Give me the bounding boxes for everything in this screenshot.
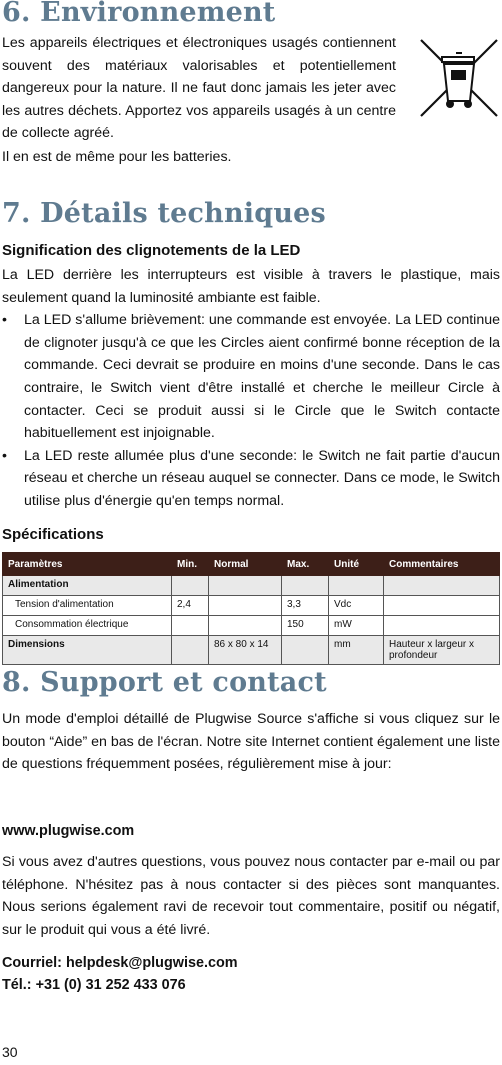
phone-contact: Tél.: +31 (0) 31 252 433 076 xyxy=(2,977,186,993)
specifications-subheading: Spécifications xyxy=(2,526,104,543)
table-cell xyxy=(209,596,282,616)
table-cell: 3,3 xyxy=(282,596,329,616)
table-row xyxy=(3,636,500,665)
table-group-row xyxy=(3,576,500,596)
table-cell: Vdc xyxy=(329,596,384,616)
section-6-heading: 6. Environnement xyxy=(2,0,276,28)
bullet-text: La LED s'allume brièvement: une commande est envoyée. La LED continue de clignoter jusqu'à ce que les Circles aient confirmé bonne réception de la commande. Ceci devrait se produire en moins d'une seconde. Dans le cas contraire, le Switch vient d'être installé et cherche le meilleur Circle à contacter. Ceci se produit aussi si le Circle que le Switch contacte habituellement est injoignable. xyxy=(24,312,500,442)
specifications-table xyxy=(2,552,500,665)
table-cell: mm xyxy=(329,636,384,665)
column-header: Normal xyxy=(209,553,282,576)
website-url[interactable]: www.plugwise.com xyxy=(2,823,135,839)
crossed-out-wheelie-bin-icon xyxy=(418,37,500,119)
column-header: Max. xyxy=(282,553,329,576)
table-cell xyxy=(209,616,282,636)
column-header: Min. xyxy=(172,553,209,576)
led-description xyxy=(2,264,500,513)
column-header: Unité xyxy=(329,553,384,576)
table-cell: 150 xyxy=(282,616,329,636)
table-cell: Dimensions xyxy=(3,636,172,665)
section-7-heading: 7. Détails techniques xyxy=(2,198,326,229)
email-contact[interactable]: Courriel: helpdesk@plugwise.com xyxy=(2,955,238,971)
list-item xyxy=(2,445,500,513)
battery-note: Il en est de même pour les batteries. xyxy=(2,149,232,165)
page-number: 30 xyxy=(2,1044,18,1060)
bullet-symbol: • xyxy=(2,447,7,464)
led-subheading: Signification des clignotements de la LED xyxy=(2,242,301,259)
table-row xyxy=(3,616,500,636)
table-cell: Consommation électrique xyxy=(3,616,172,636)
list-item xyxy=(2,309,500,445)
table-cell xyxy=(282,636,329,665)
table-cell xyxy=(384,616,500,636)
table-cell xyxy=(384,596,500,616)
table-cell: mW xyxy=(329,616,384,636)
table-cell: 2,4 xyxy=(172,596,209,616)
column-header: Paramètres xyxy=(3,553,172,576)
support-paragraph: Un mode d'emploi détaillé de Plugwise Source s'affiche si vous cliquez sur le bouton “Aide” en bas de l'écran. Notre site Internet contient également une liste de questions fréquemment posées, régulièrement mise à jour: xyxy=(2,711,500,773)
bullet-text: La LED reste allumée plus d'une seconde: le Switch ne fait partie d'aucun réseau et cherche un réseau auquel se connecter. Dans ce mode, le Switch utilise plus d'énergie qu'en temps normal. xyxy=(24,447,500,509)
table-cell: Hauteur x largeur x profondeur xyxy=(384,636,500,665)
section-8-heading: 8. Support et contact xyxy=(2,667,327,698)
table-cell: 86 x 80 x 14 xyxy=(209,636,282,665)
table-cell: Alimentation xyxy=(3,576,172,596)
table-cell xyxy=(172,616,209,636)
table-row xyxy=(3,596,500,616)
table-cell xyxy=(172,636,209,665)
bullet-symbol: • xyxy=(2,312,7,329)
table-header-row xyxy=(3,553,500,576)
led-intro: La LED derrière les interrupteurs est visible à travers le plastique, mais seulement quand la luminosité ambiante est faible. xyxy=(2,267,500,306)
column-header: Commentaires xyxy=(384,553,500,576)
table-cell: Tension d'alimentation xyxy=(3,596,172,616)
contact-paragraph: Si vous avez d'autres questions, vous pouvez nous contacter par e-mail ou par téléphone. N'hésitez pas à nous contacter si des pièces sont manquantes. Nous serions également ravi de recevoir tout commentaire, positif ou négatif, sur le produit qui vous a été livré. xyxy=(2,854,500,938)
environment-paragraph: Les appareils électriques et électroniques usagés contiennent souvent des matériaux valorisables et potentiellement dangereux pour la nature. Il ne faut donc jamais les jeter avec les autres déchets. Apportez vos appareils usagés à un centre de collecte agréé. xyxy=(2,35,396,142)
